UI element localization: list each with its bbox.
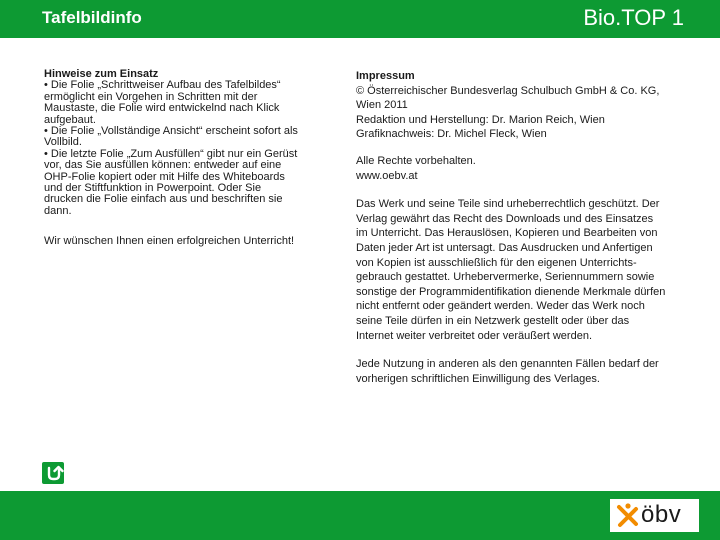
series-title: Bio.TOP 1 — [583, 5, 684, 30]
usage-line: vor, das Sie ausfüllen können: entweder auf eine — [44, 159, 282, 172]
logo-text: öbv — [641, 501, 682, 528]
website-link[interactable]: www.oebv.at — [356, 169, 418, 182]
consent-line: Jede Nutzung in anderen als den genannten Fällen bedarf der — [356, 358, 659, 371]
copyright-line: sonstige der Programmidentifikation dienende Merkmale dürfen — [356, 285, 666, 298]
imprint-line: Wien 2011 — [356, 99, 408, 112]
closing-wish: Wir wünschen Ihnen einen erfolgreichen Unterricht! — [44, 235, 295, 248]
usage-notes — [44, 69, 328, 248]
copyright-line: Internet weiter verbreitet oder veräußert werden. — [356, 329, 593, 342]
usage-line: drucken die Folie einfach aus und beschriften sie — [44, 193, 283, 206]
usage-line: Vollbild. — [44, 136, 82, 149]
publisher-logo[interactable] — [610, 499, 699, 532]
copyright-line: seine Teile dürfen in ein Netzwerk gestellt oder über das — [356, 314, 630, 327]
imprint — [356, 69, 690, 386]
imprint-heading: Impressum — [356, 70, 415, 82]
header-bar — [0, 0, 720, 38]
copyright-line: Verlag gewährt das Recht des Downloads und des Einsatzes — [356, 212, 654, 225]
copyright-line: von Kopien ist ausschließlich für den eigenen Unterrichts- — [356, 256, 637, 269]
imprint-line: Redaktion und Herstellung: Dr. Marion Reich, Wien — [356, 113, 605, 126]
usage-line: dann. — [44, 204, 72, 217]
imprint-line: © Österreichischer Bundesverlag Schulbuch GmbH & Co. KG, — [356, 84, 660, 97]
usage-line: Maustaste, die Folie wird entwickelnd nach Klick — [44, 102, 280, 115]
usage-line: • Die Folie „Vollständige Ansicht“ erscheint sofort als — [44, 125, 298, 138]
copyright-line: gebrauch gestattet. Urhebervermerke, Seriennummern sowie — [356, 271, 655, 284]
return-arrow-icon — [42, 462, 64, 484]
usage-line: • Die Folie „Schrittweiser Aufbau des Tafelbildes“ — [44, 79, 281, 92]
copyright-line: nicht entfernt oder geändert werden. Weder das Werk noch — [356, 300, 645, 313]
copyright-line: Das Werk und seine Teile sind urheberrechtlich geschützt. Der — [356, 198, 660, 211]
copyright-line: im Unterricht. Das Herauslösen, Kopieren und Bearbeiten von — [356, 227, 658, 240]
imprint-line: Grafiknachweis: Dr. Michel Fleck, Wien — [356, 128, 547, 141]
usage-line: und der Stiftfunktion in Powerpoint. Oder Sie — [44, 182, 262, 195]
copyright-line: Daten jeder Art ist untersagt. Das Ausdrucken und Anfertigen — [356, 241, 653, 254]
footer-bar — [0, 491, 720, 540]
obv-logo-mark-icon — [616, 503, 640, 529]
copyright-block — [356, 197, 690, 343]
back-button[interactable] — [42, 462, 64, 484]
rights-block — [356, 154, 690, 183]
page-title: Tafelbildinfo — [42, 8, 142, 27]
rights-line: Alle Rechte vorbehalten. — [356, 154, 476, 167]
consent-line: vorherigen schriftlichen Einwilligung des Verlages. — [356, 372, 600, 385]
usage-line: aufgebaut. — [44, 113, 96, 126]
usage-line: • Die letzte Folie „Zum Ausfüllen“ gibt nur ein Gerüst — [44, 147, 298, 160]
usage-heading: Hinweise zum Einsatz — [44, 68, 159, 80]
usage-line: OHP-Folie kopiert oder mit Hilfe des Whiteboards — [44, 170, 285, 183]
consent-block — [356, 357, 690, 386]
usage-line: ermöglicht ein Vorgehen in Schritten mit der — [44, 90, 258, 103]
